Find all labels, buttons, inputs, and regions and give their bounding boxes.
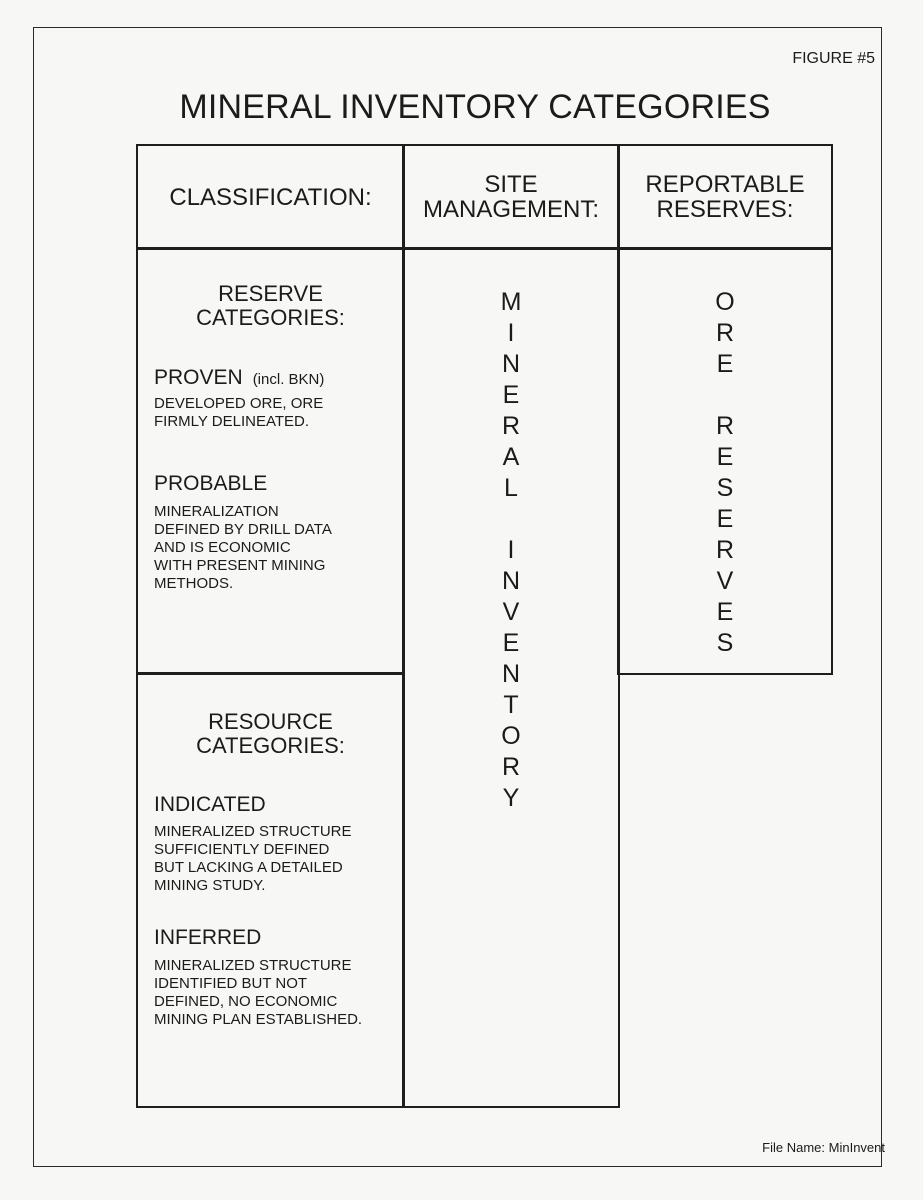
mineral-inventory-letter: I xyxy=(507,319,515,347)
resource-categories-title-line-1: RESOURCE xyxy=(208,709,333,734)
header-classification xyxy=(136,144,405,250)
mineral-inventory-letter: V xyxy=(502,598,520,626)
mineral-inventory-letter: R xyxy=(501,753,521,781)
mineral-inventory-letter xyxy=(404,504,618,535)
mineral-inventory-letter: M xyxy=(500,288,522,316)
ore-reserves-letter: E xyxy=(716,598,734,626)
probable-name: PROBABLE xyxy=(154,472,268,495)
resource-categories-title-line-2: CATEGORIES: xyxy=(196,733,345,758)
indicated-description xyxy=(154,823,399,895)
inferred-description xyxy=(154,957,399,1029)
proven-heading xyxy=(154,366,324,390)
mineral-inventory-letter: A xyxy=(502,443,520,471)
mineral-inventory-letter: R xyxy=(501,412,521,440)
mineral-inventory-letter: N xyxy=(501,567,521,595)
resource-categories-title xyxy=(138,710,403,758)
proven-desc-line: DEVELOPED ORE, ORE xyxy=(154,395,324,412)
inferred-name: INFERRED xyxy=(154,926,262,949)
ore-reserves-letter: E xyxy=(716,443,734,471)
header-reportable-reserves-line-2: RESERVES: xyxy=(656,196,794,223)
header-site-management-line-2: MANAGEMENT: xyxy=(422,196,599,223)
ore-reserves-letter: O xyxy=(715,288,735,316)
ore-reserves-letter: R xyxy=(715,536,735,564)
ore-reserves-letter: E xyxy=(716,505,734,533)
mineral-inventory-letter: Y xyxy=(502,784,520,812)
diagram-title: MINERAL INVENTORY CATEGORIES xyxy=(179,88,771,126)
ore-reserves-letter: R xyxy=(715,412,735,440)
probable-desc-line: MINERALIZATION xyxy=(154,503,279,520)
proven-name: PROVEN xyxy=(154,366,243,389)
mineral-inventory-letter: E xyxy=(502,381,520,409)
reserve-categories-cell xyxy=(136,247,405,675)
inferred-desc-line: MINERALIZED STRUCTURE xyxy=(154,957,352,974)
ore-reserves-letter: S xyxy=(716,629,734,657)
ore-reserves-letter: E xyxy=(716,350,734,378)
mineral-inventory-letter: T xyxy=(503,691,519,719)
figure-label: FIGURE #5 xyxy=(792,50,875,67)
probable-desc-line: METHODS. xyxy=(154,575,234,592)
mineral-inventory-vertical-text xyxy=(404,287,618,814)
header-classification-label: CLASSIFICATION: xyxy=(169,183,372,211)
indicated-name: INDICATED xyxy=(154,793,266,816)
ore-reserves-vertical-text xyxy=(619,287,831,659)
proven-note: (incl. BKN) xyxy=(252,371,325,388)
mineral-inventory-letter: O xyxy=(501,722,521,750)
probable-description xyxy=(154,503,399,593)
file-name: File Name: MinInvent xyxy=(762,1140,885,1155)
inferred-desc-line: MINING PLAN ESTABLISHED. xyxy=(154,1011,363,1028)
indicated-desc-line: BUT LACKING A DETAILED xyxy=(154,859,343,876)
probable-desc-line: DEFINED BY DRILL DATA xyxy=(154,521,332,538)
ore-reserves-letter: V xyxy=(716,567,734,595)
probable-desc-line: WITH PRESENT MINING xyxy=(154,557,326,574)
reserve-categories-title-line-1: RESERVE xyxy=(218,281,323,306)
header-reportable-reserves-line-1: REPORTABLE xyxy=(645,171,805,198)
ore-reserves-letter: R xyxy=(715,319,735,347)
probable-desc-line: AND IS ECONOMIC xyxy=(154,539,291,556)
reserve-categories-title-line-2: CATEGORIES: xyxy=(196,305,345,330)
mineral-inventory-letter: E xyxy=(502,629,520,657)
indicated-desc-line: SUFFICIENTLY DEFINED xyxy=(154,841,330,858)
indicated-desc-line: MINING STUDY. xyxy=(154,877,266,894)
proven-desc-line: FIRMLY DELINEATED. xyxy=(154,413,310,430)
ore-reserves-cell xyxy=(617,247,833,675)
ore-reserves-letter: S xyxy=(716,474,734,502)
inferred-desc-line: IDENTIFIED BUT NOT xyxy=(154,975,308,992)
reserve-categories-title xyxy=(138,282,403,330)
mineral-inventory-letter: N xyxy=(501,660,521,688)
mineral-inventory-letter: N xyxy=(501,350,521,378)
resource-categories-cell xyxy=(136,672,405,1108)
mineral-inventory-letter: I xyxy=(507,536,515,564)
header-site-management-line-1: SITE xyxy=(484,171,538,198)
indicated-desc-line: MINERALIZED STRUCTURE xyxy=(154,823,352,840)
proven-description xyxy=(154,395,399,431)
inferred-desc-line: DEFINED, NO ECONOMIC xyxy=(154,993,338,1010)
mineral-inventory-cell xyxy=(402,247,620,1108)
header-reportable-reserves xyxy=(617,144,833,250)
mineral-inventory-letter: L xyxy=(504,474,518,502)
ore-reserves-letter xyxy=(619,380,831,411)
header-site-management xyxy=(402,144,620,250)
